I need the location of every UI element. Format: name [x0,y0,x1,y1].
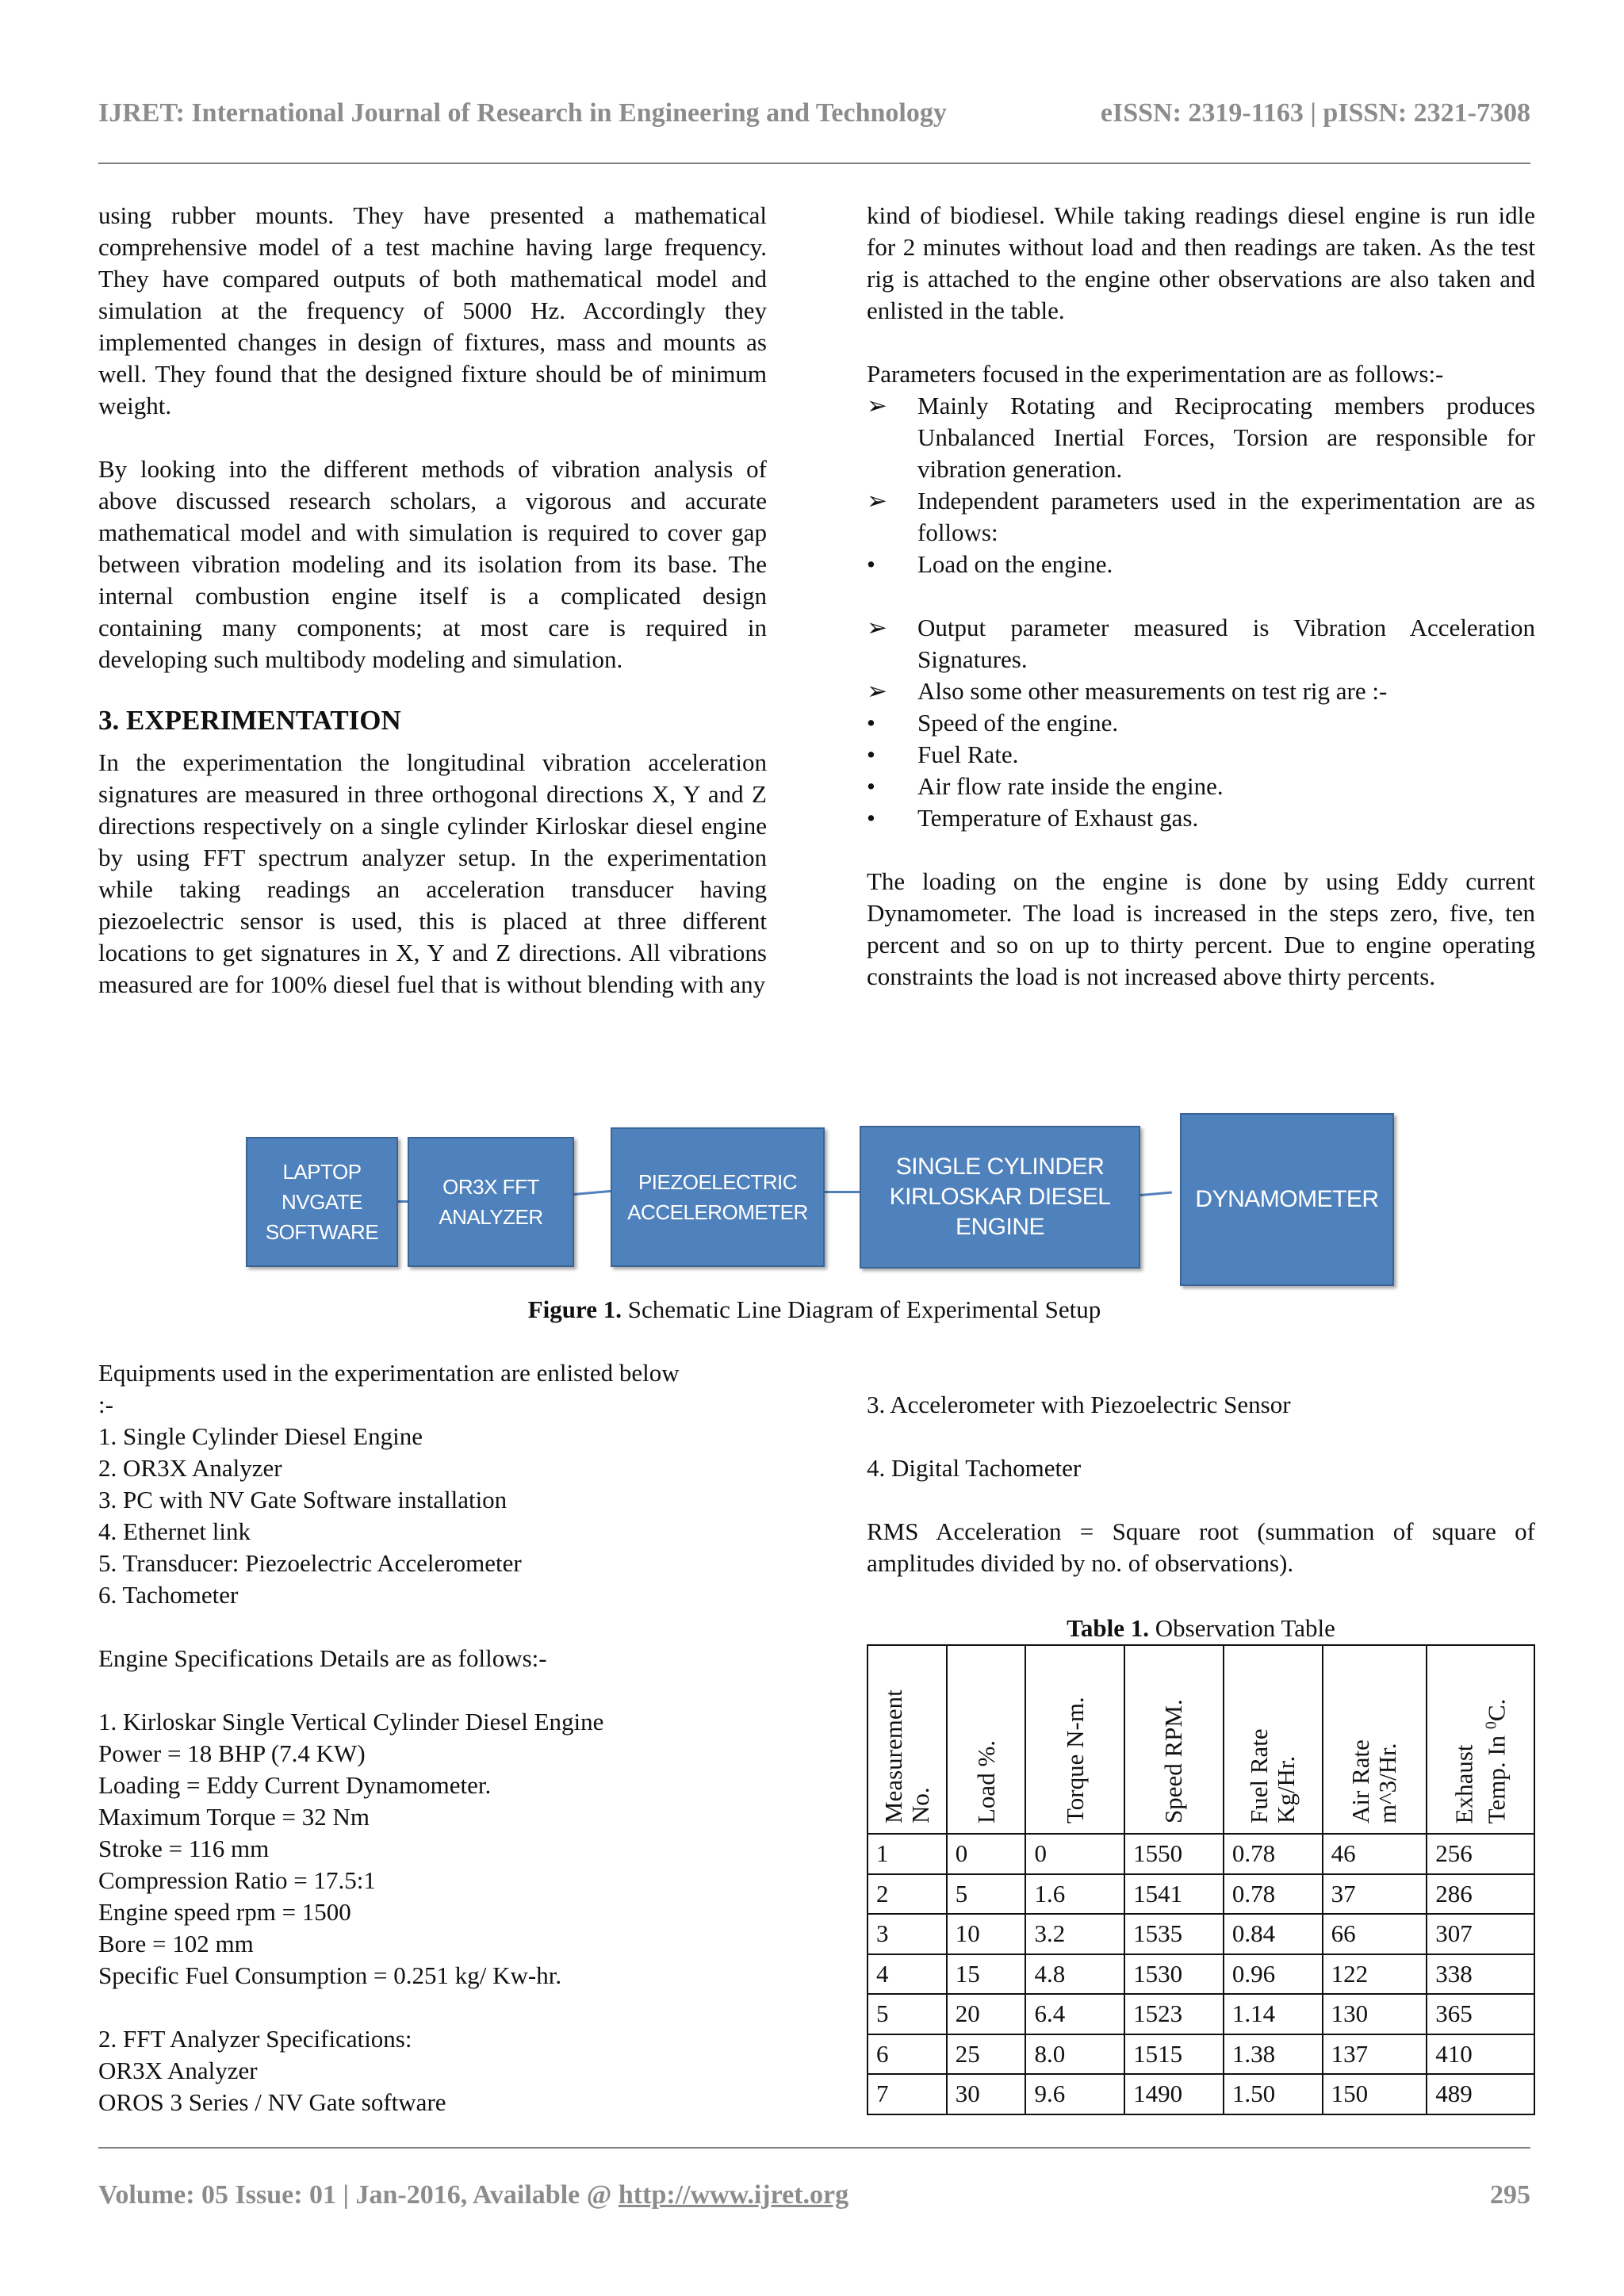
box-dynamometer: DYNAMOMETER [1180,1113,1394,1286]
table-cell: 0 [947,1834,1026,1874]
bullet-item [867,390,1535,485]
equipment-intro: :- [98,1391,113,1418]
table-cell: 3 [868,1914,947,1954]
bullet-marker: ➢ [867,392,887,419]
table-cell: 4 [868,1954,947,1995]
header-line: Speed RPM. [1159,1699,1188,1823]
table-cell: 0.96 [1224,1954,1323,1995]
table-row [868,1874,1534,1915]
paragraph: In the experimentation the longitudinal vibration acceleration signatures are measured in three orthogonal directions X, Y and Z directions respectively on a single cylinder Kirloskar diesel engine by using FFT spectrum analyzer setup. In the experimentation while taking readings an acceleration transducer having piezoelectric sensor is used, this is placed at three different locations to get signatures in X, Y and Z directions. All vibrations measured are for 100% diesel fuel that is without blending with any [98,748,767,998]
header-label [1450,1698,1510,1823]
table-cell: 150 [1323,2074,1427,2114]
table-header-row [868,1645,1534,1834]
table-cell: 5 [947,1874,1026,1915]
header-line: Torque N-m. [1060,1697,1089,1823]
header-line: No. [906,1787,934,1823]
bullet-item [867,675,1535,707]
header-label [880,1689,934,1823]
bullet-text: Independent parameters used in the experimentation are as follows: [917,487,1535,546]
bullet-text: Fuel Rate. [917,740,1019,768]
table-row [868,2034,1534,2075]
table-cell: 1.38 [1224,2034,1323,2075]
bullet-list-a [867,390,1535,580]
engine-spec-line: Compression Ratio = 17.5:1 [98,1866,376,1894]
rms-definition: RMS Acceleration = Square root (summation of square of amplitudes divided by no. of observations). [867,1517,1535,1577]
equipment-item: 1. Single Cylinder Diesel Engine [98,1422,423,1450]
equipment-item: 4. Digital Tachometer [867,1454,1082,1482]
fft-spec-line: 2. FFT Analyzer Specifications: [98,2025,412,2053]
bullet-text: Temperature of Exhaust gas. [917,804,1199,832]
table-cell: 410 [1427,2034,1534,2075]
equipment-item: 6. Tachometer [98,1581,239,1609]
bullet-marker: • [867,804,875,832]
table-caption: Table 1. Observation Table [1067,1614,1335,1642]
table-cell: 66 [1323,1914,1427,1954]
bullet-item [867,485,1535,549]
bullet-item [867,612,1535,675]
table-cell: 25 [947,2034,1026,2075]
table-cell: 489 [1427,2074,1534,2114]
header-line: Temp. In $^0$C. [1482,1698,1511,1823]
bullet-marker: ➢ [867,487,887,515]
table-cell: 2 [868,1874,947,1915]
header-label [973,1740,1000,1823]
table-cell: 6 [868,2034,947,2075]
left-column-upper [98,200,767,1001]
header-line: m^3/Hr. [1373,1743,1402,1823]
table-body [868,1834,1534,2114]
table-cell: 130 [1323,1994,1427,2034]
footer-volume: Volume: 05 Issue: 01 | Jan-2016, Available @ [98,2180,619,2210]
equipment-item: 3. PC with NV Gate Software installation [98,1486,508,1513]
table-cell: 46 [1323,1834,1427,1874]
table-cell: 9.6 [1025,2074,1124,2114]
table-row [868,2074,1534,2114]
table-cell: 15 [947,1954,1026,1995]
table-cell: 30 [947,2074,1026,2114]
fft-spec-line: OROS 3 Series / NV Gate software [98,2088,446,2116]
fft-spec-line: OR3X Analyzer [98,2057,258,2084]
table-row [868,1954,1534,1995]
table-cell: 3.2 [1025,1914,1124,1954]
header-label [1160,1699,1187,1823]
box-engine: SINGLE CYLINDER KIRLOSKAR DIESEL ENGINE [860,1126,1140,1269]
table-cell: 1541 [1124,1874,1224,1915]
table-cell: 0.84 [1224,1914,1323,1954]
right-column-upper [867,200,1535,993]
table-cell: 1523 [1124,1994,1224,2034]
bullet-marker: • [867,550,875,578]
header-line: Kg/Hr. [1272,1755,1300,1823]
header-line: Exhaust [1450,1744,1478,1823]
bullet-marker: • [867,772,875,800]
table-cell: 1535 [1124,1914,1224,1954]
paragraph: By looking into the different methods of vibration analysis of above discussed research scholars, a vigorous and accurate mathematical model and with simulation is required to cover gap between vibration modeling and its isolation from its base. The internal combustion engine itself is a complicated design containing many components; at most care is required in developing such multibody modeling and simulation. [98,455,767,673]
engine-specs-list [98,1706,767,1992]
page-header [98,98,1530,133]
bullet-item [867,707,1535,739]
table-row [868,1994,1534,2034]
equipment-item: 4. Ethernet link [98,1517,251,1545]
engine-spec-line: 1. Kirloskar Single Vertical Cylinder Diesel Engine [98,1708,604,1735]
table-cell: 307 [1427,1914,1534,1954]
header-rule [98,163,1530,164]
table-header-cell [1427,1645,1534,1834]
table-cell: 1530 [1124,1954,1224,1995]
bullet-marker: • [867,709,875,737]
bullet-text: Air flow rate inside the engine. [917,772,1224,800]
engine-spec-line: Specific Fuel Consumption = 0.251 kg/ Kw-hr. [98,1961,562,1989]
table-cell: 137 [1323,2034,1427,2075]
engine-spec-line: Engine speed rpm = 1500 [98,1898,351,1926]
bullet-item [867,771,1535,802]
equipment-intro: Equipments used in the experimentation are enlisted below [98,1359,680,1387]
table-cell: 122 [1323,1954,1427,1995]
header-line: Air Rate [1346,1739,1375,1823]
equipment-list [98,1421,767,1611]
connector [398,1200,408,1203]
observation-table [867,1644,1535,2115]
journal-link[interactable]: http://www.ijret.org [618,2180,849,2210]
header-line: Fuel Rate [1245,1728,1274,1823]
table-cell: 10 [947,1914,1026,1954]
bullet-list-b [867,612,1535,834]
table-header-cell [1124,1645,1224,1834]
table-cell: 4.8 [1025,1954,1124,1995]
bullet-text: Output parameter measured is Vibration Acceleration Signatures. [917,614,1535,673]
table-row [868,1834,1534,1874]
engine-spec-line: Loading = Eddy Current Dynamometer. [98,1771,492,1799]
paragraph: The loading on the engine is done by using Eddy current Dynamometer. The load is increased in the steps zero, five, ten percent and so on up to thirty percent. Due to engine operating constraints the load is not increased above thirty percents. [867,867,1535,990]
figure-caption: Figure 1. Schematic Line Diagram of Experimental Setup [527,1295,1101,1323]
table-cell: 286 [1427,1874,1534,1915]
bullet-text: Mainly Rotating and Reciprocating members produces Unbalanced Inertial Forces, Torsion are responsible for vibration generation. [917,392,1535,483]
page-number: 295 [1490,2180,1530,2210]
engine-spec-line: Stroke = 116 mm [98,1835,270,1862]
table-cell: 0 [1025,1834,1124,1874]
bullet-marker: • [867,740,875,768]
params-intro: Parameters focused in the experimentation are as follows:- [867,360,1444,388]
engine-spec-line: Bore = 102 mm [98,1930,254,1957]
table-header-cell [1224,1645,1323,1834]
bullet-text: Speed of the engine. [917,709,1119,737]
table-cell: 1.50 [1224,2074,1323,2114]
table-cell: 5 [868,1994,947,2034]
table-cell: 1.6 [1025,1874,1124,1915]
equipment-item: 3. Accelerometer with Piezoelectric Sensor [867,1391,1291,1418]
header-label [1347,1739,1401,1823]
engine-spec-line: Power = 18 BHP (7.4 KW) [98,1739,366,1767]
bullet-item [867,739,1535,771]
bullet-item [867,549,1535,580]
bullet-item [867,802,1535,834]
issn: eISSN: 2319-1163 | pISSN: 2321-7308 [1100,98,1530,128]
table-cell: 6.4 [1025,1994,1124,2034]
box-laptop: LAPTOP NVGATE SOFTWARE [246,1137,398,1267]
table-header-cell [1025,1645,1124,1834]
footer-rule [98,2147,1530,2149]
section-title: 3. EXPERIMENTATION [98,705,401,736]
table-cell: 1550 [1124,1834,1224,1874]
paragraph: using rubber mounts. They have presented a mathematical comprehensive model of a test machine having large frequency. They have compared outputs of both mathematical model and simulation at the frequency of 5000 Hz. Accordingly they implemented changes in design of fixtures, mass and mounts as well. They found that the designed fixture should be of minimum weight. [98,201,767,419]
table-row [868,1914,1534,1954]
table-cell: 1 [868,1834,947,1874]
left-column-lower [98,1357,767,2118]
equipment-item: 2. OR3X Analyzer [98,1454,282,1482]
page-footer [98,2180,1530,2210]
table-header-cell [1323,1645,1427,1834]
table-cell: 1515 [1124,2034,1224,2075]
bullet-text: Also some other measurements on test rig are :- [917,677,1388,705]
box-fft-analyzer: OR3X FFT ANALYZER [408,1137,574,1267]
table-cell: 37 [1323,1874,1427,1915]
table-header-cell [868,1645,947,1834]
journal-title: IJRET: International Journal of Research in Engineering and Technology [98,98,947,128]
bullet-marker: ➢ [867,614,887,641]
table-cell: 365 [1427,1994,1534,2034]
table-cell: 0.78 [1224,1874,1323,1915]
fft-specs-list [98,2023,767,2118]
table-cell: 20 [947,1994,1026,2034]
engine-spec-line: Maximum Torque = 32 Nm [98,1803,370,1831]
engine-specs-title: Engine Specifications Details are as follows:- [98,1644,547,1672]
header-label [1246,1728,1300,1823]
table-cell: 0.78 [1224,1834,1323,1874]
right-column-lower [867,1389,1535,2115]
table-cell: 8.0 [1025,2034,1124,2075]
table-cell: 1.14 [1224,1994,1323,2034]
paragraph: kind of biodiesel. While taking readings diesel engine is run idle for 2 minutes without load and then readings are taken. As the test rig is attached to the engine other observations are also taken and enlisted in the table. [867,201,1535,324]
bullet-text: Load on the engine. [917,550,1113,578]
connector [825,1191,860,1193]
box-accelerometer: PIEZOELECTRIC ACCELEROMETER [611,1127,825,1267]
equipment-item: 5. Transducer: Piezoelectric Accelerometer [98,1549,522,1577]
table-cell: 256 [1427,1834,1534,1874]
table-cell: 338 [1427,1954,1534,1995]
setup-diagram [246,1113,1396,1292]
table-header-cell [947,1645,1026,1834]
table-cell: 1490 [1124,2074,1224,2114]
header-line: Measurement [879,1689,907,1823]
header-line: Load %. [971,1739,1000,1823]
header-label [1062,1697,1089,1823]
bullet-marker: ➢ [867,677,887,705]
connector [1140,1192,1172,1196]
table-cell: 7 [868,2074,947,2114]
